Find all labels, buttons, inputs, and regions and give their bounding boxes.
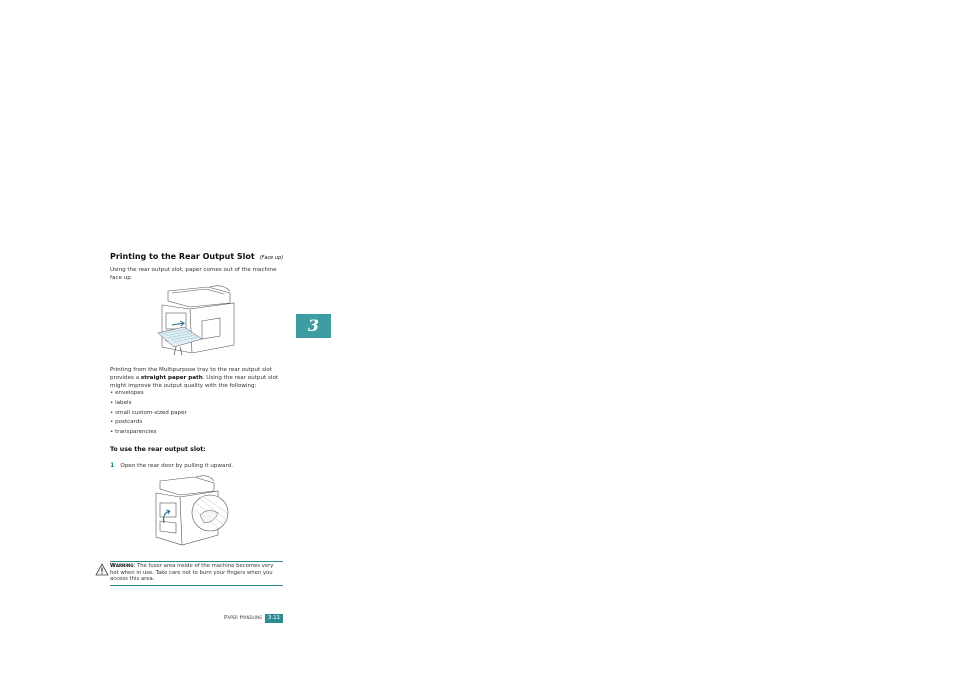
intro-paragraph: Using the rear output slot, paper comes out of the machine face up.	[110, 267, 277, 281]
paper-path-text-2: . Using the rear output slot might improve the output quality with the following:	[110, 375, 279, 389]
rear-door-open-illustration	[150, 473, 232, 553]
procedure-heading: To use the rear output slot:	[110, 446, 206, 453]
step-1	[110, 461, 233, 469]
footer-chapter-label: Paper Handling	[224, 615, 263, 621]
paper-path-bold: straight paper path	[140, 375, 203, 381]
list-item: • postcards	[110, 419, 143, 426]
printer-rear-output-illustration	[150, 281, 246, 359]
warning-text: : The fuser area inside of the machine becomes very hot when in use. Take care not to burn your fingers when you access this area.	[110, 563, 274, 583]
warning-rule-top	[110, 561, 283, 562]
list-item: • envelopes	[110, 390, 144, 396]
list-item: • transparencies	[110, 429, 157, 436]
warning-label: Warning	[110, 563, 134, 569]
paper-path-text-1: Printing from the Multipurpose tray to the rear output slot provides a	[110, 367, 273, 381]
paper-path-paragraph	[110, 366, 282, 390]
media-list	[110, 389, 187, 438]
step-number: 1	[110, 461, 115, 469]
step-text: Open the rear door by pulling it upward.	[120, 463, 234, 469]
warning-note	[110, 563, 283, 583]
chapter-tab: 3	[296, 314, 331, 338]
section-title-note: (Face up)	[259, 255, 284, 261]
section-title: Printing to the Rear Output Slot	[110, 252, 255, 261]
page-number: 3.11	[265, 614, 283, 623]
warning-icon	[95, 563, 109, 576]
list-item: • labels	[110, 399, 132, 406]
warning-rule-bottom	[110, 585, 283, 586]
section-heading	[110, 252, 283, 261]
list-item: • small custom-sized paper	[110, 409, 187, 416]
